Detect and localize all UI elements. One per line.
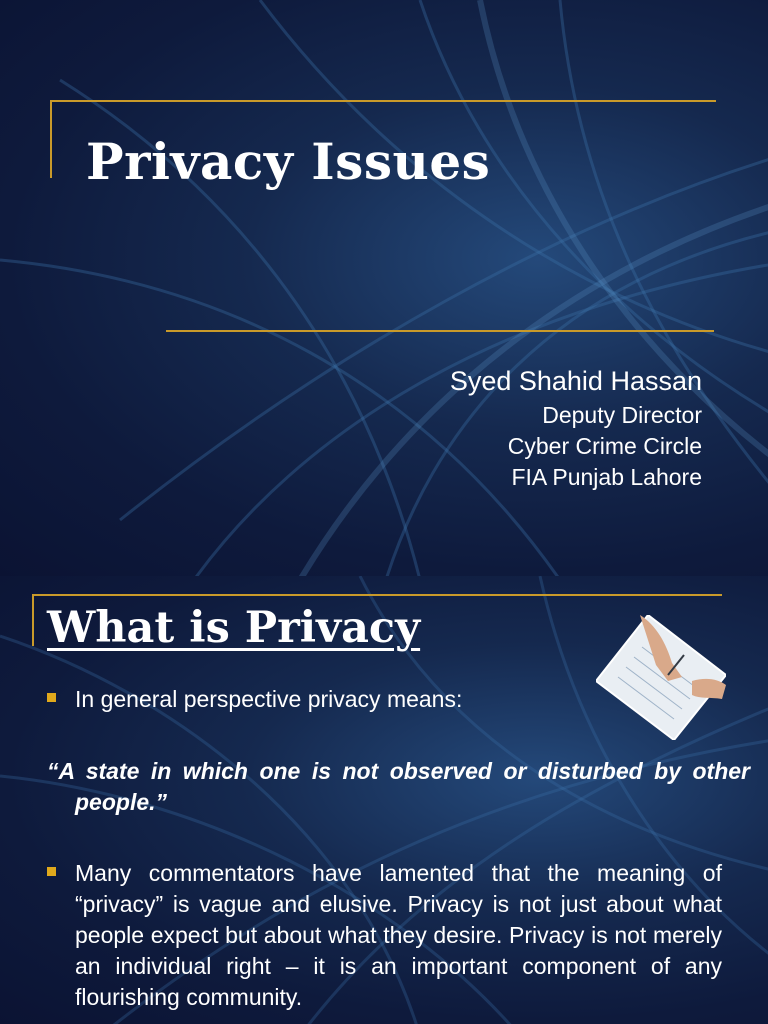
bullet-square-icon	[47, 693, 56, 702]
bullet-list	[47, 684, 722, 715]
list-item	[47, 684, 722, 715]
bullet-list	[47, 858, 722, 1013]
slide-title: What is Privacy	[47, 603, 421, 653]
bullet-square-icon	[47, 867, 56, 876]
bullet-text: In general perspective privacy means:	[75, 686, 463, 712]
bullet-text: Many commentators have lamented that the meaning of “privacy” is vague and elusive. Privacy is not just about what people expect but about what they desire. Privacy is not merely an individual right – it is an important component of any flourishing community.	[75, 860, 722, 1010]
author-organization: FIA Punjab Lahore	[511, 464, 702, 490]
top-accent-rule	[50, 100, 716, 102]
author-title: Deputy Director	[542, 402, 702, 428]
list-item	[47, 858, 722, 1013]
divider-rule	[166, 330, 714, 332]
top-accent-rule	[32, 594, 722, 596]
slide-title: Privacy Issues	[86, 132, 491, 191]
definition-quote: “A state in which one is not observed or disturbed by other people.”	[47, 758, 750, 815]
left-accent-rule	[32, 594, 34, 646]
author-name: Syed Shahid Hassan	[449, 366, 702, 396]
author-department: Cyber Crime Circle	[507, 433, 702, 459]
author-block	[450, 362, 702, 493]
left-accent-rule	[50, 100, 52, 178]
hand-writing-on-paper-photo	[596, 615, 726, 740]
